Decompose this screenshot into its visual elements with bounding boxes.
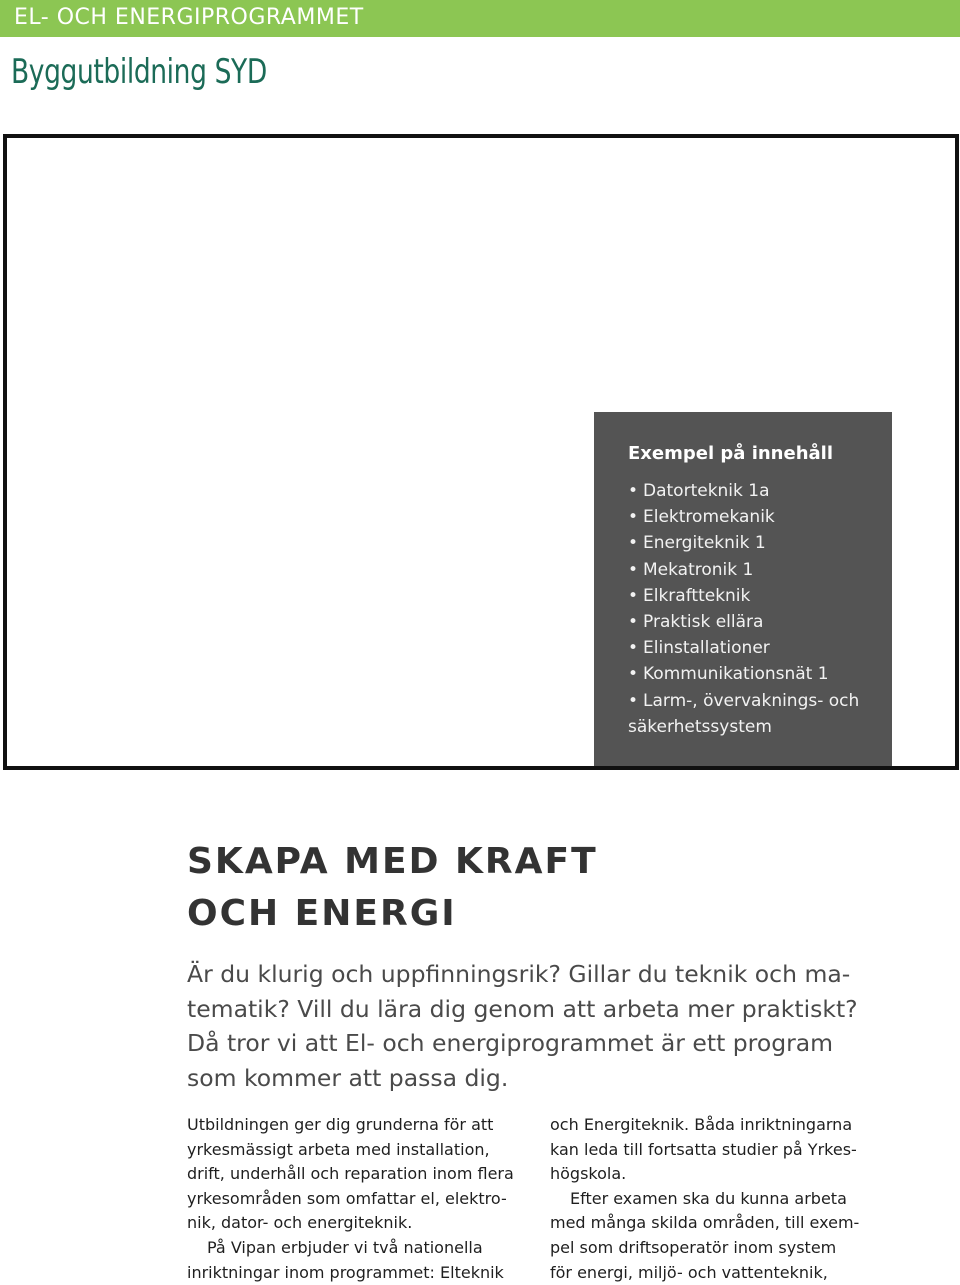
body-line: högskola. bbox=[550, 1164, 627, 1184]
body-line: kan leda till fortsatta studier på Yrkes- bbox=[550, 1139, 857, 1159]
list-item: • Datorteknik 1a bbox=[628, 478, 859, 504]
body-line: Efter examen ska du kunna arbeta bbox=[570, 1188, 847, 1208]
body-line: yrkesmässigt arbeta med installation, bbox=[187, 1139, 490, 1159]
list-item: • Praktisk ellära bbox=[628, 609, 859, 635]
bullet-icon: • bbox=[628, 638, 639, 659]
list-item: • Elektromekanik bbox=[628, 504, 859, 530]
lead-paragraph bbox=[187, 957, 858, 1095]
list-item: • Mekatronik 1 bbox=[628, 557, 859, 583]
bullet-icon: • bbox=[628, 481, 639, 501]
lead-line: som kommer att passa dig. bbox=[187, 1063, 509, 1092]
body-line: På Vipan erbjuder vi två nationella bbox=[207, 1237, 483, 1257]
content-info-box bbox=[594, 412, 892, 766]
heading-line: OCH ENERGI bbox=[187, 893, 457, 934]
lead-line: Är du klurig och uppfinningsrik? Gillar du teknik och ma- bbox=[187, 960, 851, 988]
body-line: drift, underhåll och reparation inom flera bbox=[187, 1164, 514, 1184]
bullet-icon: • bbox=[628, 585, 639, 606]
info-box-title: Exempel på innehåll bbox=[628, 443, 834, 464]
page-subtitle: Byggutbildning SYD bbox=[11, 52, 267, 92]
bullet-icon: • bbox=[628, 533, 639, 554]
heading-line: SKAPA MED KRAFT bbox=[187, 841, 598, 882]
body-line: med många skilda områden, till exem- bbox=[550, 1213, 860, 1233]
body-column-right bbox=[550, 1113, 859, 1285]
section-heading bbox=[187, 836, 598, 940]
body-line: yrkesområden som omfattar el, elektro- bbox=[187, 1188, 507, 1208]
body-line: och Energiteknik. Båda inriktningarna bbox=[550, 1115, 853, 1134]
lead-line: Då tror vi att El- och energiprogrammet är ett program bbox=[187, 1029, 834, 1057]
bullet-icon: • bbox=[628, 612, 639, 633]
list-item: • Larm-, övervaknings- och bbox=[628, 688, 859, 714]
list-item: • Energiteknik 1 bbox=[628, 530, 859, 556]
list-item: • Elinstallationer bbox=[628, 635, 859, 661]
body-line: Utbildningen ger dig grunderna för att bbox=[187, 1115, 494, 1134]
lead-line: tematik? Vill du lära dig genom att arbeta mer praktiskt? bbox=[187, 994, 858, 1023]
body-column-left bbox=[187, 1113, 514, 1285]
list-item-continuation: säkerhetssystem bbox=[628, 716, 772, 737]
content-list bbox=[628, 478, 859, 740]
top-banner bbox=[0, 0, 960, 37]
bullet-icon: • bbox=[628, 664, 639, 685]
bullet-icon: • bbox=[628, 690, 639, 711]
body-line: inriktningar inom programmet: Elteknik bbox=[187, 1262, 504, 1282]
body-line: pel som driftsoperatör inom system bbox=[550, 1237, 837, 1257]
list-item: • Kommunikationsnät 1 bbox=[628, 661, 859, 687]
bullet-icon: • bbox=[628, 559, 639, 580]
bullet-icon: • bbox=[628, 507, 639, 528]
banner-title: EL- OCH ENERGIPROGRAMMET bbox=[14, 5, 364, 30]
list-item: • Elkraftteknik bbox=[628, 583, 859, 609]
body-line: nik, dator- och energiteknik. bbox=[187, 1213, 413, 1233]
body-line: för energi, miljö- och vattenteknik, bbox=[550, 1262, 828, 1282]
